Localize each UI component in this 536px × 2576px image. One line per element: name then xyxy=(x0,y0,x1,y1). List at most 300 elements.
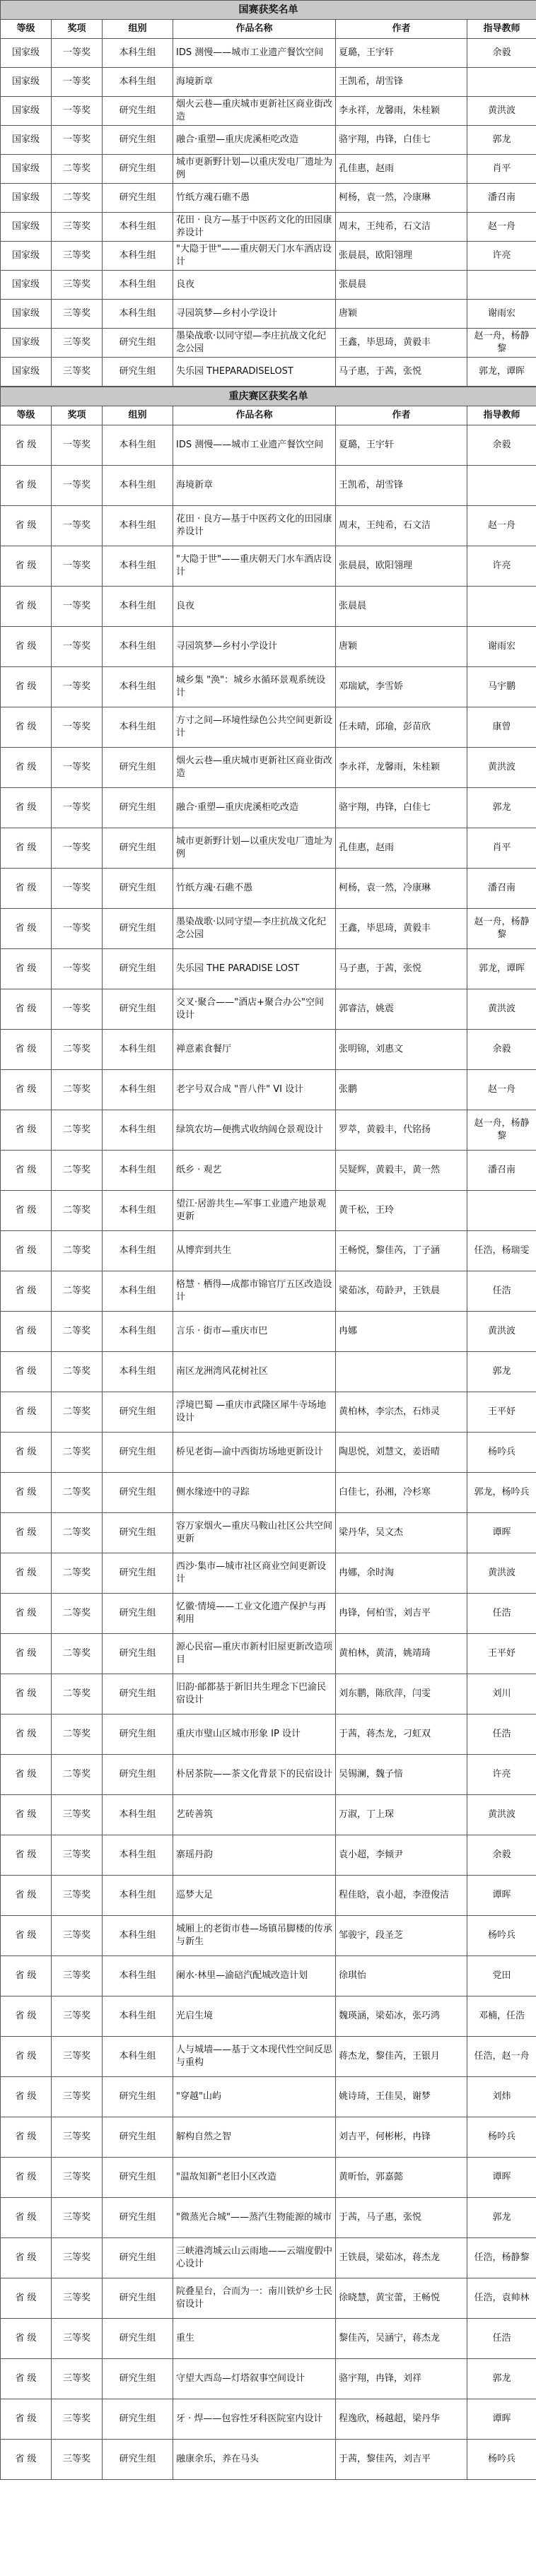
authors-cell: 夏璐，王宇轩 xyxy=(336,39,467,68)
table-row xyxy=(1,466,536,506)
advisor-cell: 王平妤 xyxy=(467,1392,536,1433)
work-title-cell: 院叠星台，合而为一：南川铁炉乡士民宿设计 xyxy=(173,2278,336,2319)
level-cell: 省 级 xyxy=(1,1594,52,1634)
table-row xyxy=(1,2238,536,2278)
award-cell: 二等奖 xyxy=(52,1151,103,1191)
chongqing-title-row xyxy=(1,387,536,406)
column-header: 作者 xyxy=(336,20,467,39)
work-title-cell: 城市更新野计划—以重庆发电厂遗址为例 xyxy=(173,828,336,869)
work-title-cell: 从博弈到共生 xyxy=(173,1231,336,1271)
group-cell: 研究生组 xyxy=(103,828,173,869)
authors-cell: 梁茹冰，苟龄尹，王铁晨 xyxy=(336,1271,467,1312)
work-title-cell: "大隐于世"——重庆朝天门水车酒店设计 xyxy=(173,242,336,271)
authors-cell: 王凯希，胡雪锋 xyxy=(336,68,467,97)
award-cell: 一等奖 xyxy=(52,707,103,748)
group-cell: 研究生组 xyxy=(103,2440,173,2480)
award-cell: 三等奖 xyxy=(52,271,103,300)
group-cell: 本科生组 xyxy=(103,1835,173,1876)
advisor-cell: 谭晖 xyxy=(467,1513,536,1553)
table-row xyxy=(1,1553,536,1594)
authors-cell: 张晨晨 xyxy=(336,587,467,627)
award-cell: 三等奖 xyxy=(52,2278,103,2319)
work-title-cell: 朴居茶院——茶文化背景下的民宿设计 xyxy=(173,1755,336,1795)
authors-cell: 夏璐，王宇轩 xyxy=(336,425,467,466)
level-cell: 国家级 xyxy=(1,68,52,97)
table-row xyxy=(1,39,536,68)
award-cell: 三等奖 xyxy=(52,2117,103,2158)
group-cell: 本科生组 xyxy=(103,1231,173,1271)
work-title-cell: 牙 · 焊——包容性牙科医院室内设计 xyxy=(173,2399,336,2440)
level-cell: 国家级 xyxy=(1,97,52,126)
group-cell: 本科生组 xyxy=(103,271,173,300)
group-cell: 研究生组 xyxy=(103,2198,173,2238)
level-cell: 省 级 xyxy=(1,1876,52,1916)
award-cell: 二等奖 xyxy=(52,1755,103,1795)
work-title-cell: 三峡港湾城云山云雨地——云端度假中心设计 xyxy=(173,2238,336,2278)
table-row xyxy=(1,68,536,97)
table-row xyxy=(1,2278,536,2319)
level-cell: 省 级 xyxy=(1,1392,52,1433)
table-row xyxy=(1,126,536,155)
authors-cell: 张晨晨，欧阳翎理 xyxy=(336,242,467,271)
group-cell: 本科生组 xyxy=(103,1876,173,1916)
work-title-cell: 格慧 · 栖得—成都市锦官厅五区改造设计 xyxy=(173,1271,336,1312)
level-cell: 省 级 xyxy=(1,2399,52,2440)
award-cell: 三等奖 xyxy=(52,2319,103,2359)
advisor-cell: 黄洪波 xyxy=(467,1312,536,1352)
level-cell: 国家级 xyxy=(1,300,52,329)
award-cell: 二等奖 xyxy=(52,1070,103,1110)
group-cell: 本科生组 xyxy=(103,1312,173,1352)
work-title-cell: 交叉·聚合——"酒店+聚合办公"空间设计 xyxy=(173,989,336,1030)
work-title-cell: 解构自然之智 xyxy=(173,2117,336,2158)
award-cell: 二等奖 xyxy=(52,1553,103,1594)
authors-cell: 程佳晗，袁小超，李澄俊洁 xyxy=(336,1876,467,1916)
work-title-cell: 海境新章 xyxy=(173,466,336,506)
authors-cell: 马子惠，于茜，张悦 xyxy=(336,358,467,387)
work-title-cell: "温故知新"老旧小区改造 xyxy=(173,2158,336,2198)
group-cell: 研究生组 xyxy=(103,1715,173,1755)
work-title-cell: 城厢上的老街市巷—场镇吊脚楼的传承与新生 xyxy=(173,1916,336,1956)
work-title-cell: 竹纸方魂·石礁不愚 xyxy=(173,869,336,909)
advisor-cell: 黄洪波 xyxy=(467,748,536,788)
column-header: 组别 xyxy=(103,406,173,425)
table-row xyxy=(1,358,536,387)
authors-cell: 邓瑞斌，李雪娇 xyxy=(336,667,467,707)
authors-cell: 王畅悦，黎佳芮，丁子涵 xyxy=(336,1231,467,1271)
advisor-cell: 黄洪波 xyxy=(467,1795,536,1835)
award-cell: 三等奖 xyxy=(52,2077,103,2117)
work-title-cell: 失乐园 THEPARADISELOST xyxy=(173,358,336,387)
authors-cell: 黄柏林，黄清，姚靖琦 xyxy=(336,1634,467,1674)
work-title-cell: 融康余乐，养在马头 xyxy=(173,2440,336,2480)
work-title-cell: 光启生境 xyxy=(173,1996,336,2037)
group-cell: 研究生组 xyxy=(103,184,173,213)
authors-cell: 黄昕怡，郭嘉懿 xyxy=(336,2158,467,2198)
group-cell: 研究生组 xyxy=(103,1594,173,1634)
advisor-cell: 刘川 xyxy=(467,1674,536,1715)
column-header: 等级 xyxy=(1,20,52,39)
advisor-cell: 许亮 xyxy=(467,242,536,271)
group-cell: 本科生组 xyxy=(103,68,173,97)
authors-cell: 刘东鹏，陈欣萍，闫雯 xyxy=(336,1674,467,1715)
table-row xyxy=(1,2077,536,2117)
column-header: 指导教师 xyxy=(467,406,536,425)
level-cell: 省 级 xyxy=(1,909,52,949)
award-cell: 一等奖 xyxy=(52,546,103,587)
award-cell: 一等奖 xyxy=(52,949,103,989)
group-cell: 本科生组 xyxy=(103,506,173,546)
level-cell: 省 级 xyxy=(1,1715,52,1755)
table-row xyxy=(1,213,536,242)
level-cell: 省 级 xyxy=(1,587,52,627)
table-row xyxy=(1,1674,536,1715)
column-header: 组别 xyxy=(103,20,173,39)
authors-cell: 张鹏 xyxy=(336,1070,467,1110)
authors-cell: 徐晓慧，黄宝蕾，王畅悦 xyxy=(336,2278,467,2319)
group-cell: 本科生组 xyxy=(103,707,173,748)
group-cell: 研究生组 xyxy=(103,2117,173,2158)
table-row xyxy=(1,329,536,358)
group-cell: 研究生组 xyxy=(103,1513,173,1553)
advisor-cell: 赵一舟 xyxy=(467,1070,536,1110)
level-cell: 省 级 xyxy=(1,1956,52,1996)
level-cell: 省 级 xyxy=(1,2117,52,2158)
award-cell: 三等奖 xyxy=(52,1996,103,2037)
group-cell: 本科生组 xyxy=(103,213,173,242)
table-row xyxy=(1,1795,536,1835)
group-cell: 本科生组 xyxy=(103,300,173,329)
advisor-cell: 任浩，赵一舟 xyxy=(467,2037,536,2077)
table-row xyxy=(1,155,536,184)
group-cell: 研究生组 xyxy=(103,2278,173,2319)
advisor-cell xyxy=(467,466,536,506)
table-row xyxy=(1,1191,536,1231)
work-title-cell: 纸乡 · 观艺 xyxy=(173,1151,336,1191)
work-title-cell: 西沙·集市—城市社区商业空间更新设计 xyxy=(173,1553,336,1594)
authors-cell: 邹骏宇，段圣芝 xyxy=(336,1916,467,1956)
group-cell: 研究生组 xyxy=(103,329,173,358)
work-title-cell: 良夜 xyxy=(173,271,336,300)
award-cell: 三等奖 xyxy=(52,2037,103,2077)
authors-cell: 张晨晨，欧阳翎理 xyxy=(336,546,467,587)
authors-cell: 王鑫，毕思琦，黄毅丰 xyxy=(336,329,467,358)
advisor-cell xyxy=(467,271,536,300)
award-cell: 三等奖 xyxy=(52,1835,103,1876)
work-title-cell: 城乡集 "涣"：城乡水循环景观系统设计 xyxy=(173,667,336,707)
work-title-cell: 寨瑶丹韵 xyxy=(173,1835,336,1876)
level-cell: 省 级 xyxy=(1,1110,52,1151)
authors-cell: 周末，王纯希，石文洁 xyxy=(336,213,467,242)
award-cell: 三等奖 xyxy=(52,1956,103,1996)
level-cell: 国家级 xyxy=(1,126,52,155)
advisor-cell: 郭龙 xyxy=(467,2198,536,2238)
award-cell: 二等奖 xyxy=(52,1271,103,1312)
advisor-cell: 潘召南 xyxy=(467,1151,536,1191)
authors-cell: 冉锋，何柏雪，刘吉平 xyxy=(336,1594,467,1634)
work-title-cell: "大隐于世"——重庆朝天门水车酒店设计 xyxy=(173,546,336,587)
national-section-title: 国赛获奖名单 xyxy=(1,1,536,20)
advisor-cell: 刘炜 xyxy=(467,2077,536,2117)
level-cell: 省 级 xyxy=(1,2158,52,2198)
advisor-cell: 任浩 xyxy=(467,1594,536,1634)
table-row xyxy=(1,1594,536,1634)
work-title-cell: 重庆市璧山区城市形象 IP 设计 xyxy=(173,1715,336,1755)
level-cell: 省 级 xyxy=(1,2198,52,2238)
level-cell: 省 级 xyxy=(1,2440,52,2480)
work-title-cell: 良夜 xyxy=(173,587,336,627)
authors-cell: 任未晴，邱瑜，彭苗欣 xyxy=(336,707,467,748)
table-row xyxy=(1,828,536,869)
table-row xyxy=(1,1352,536,1392)
authors-cell: 于茜，黎佳芮，刘吉平 xyxy=(336,2440,467,2480)
work-title-cell: 巡梦大足 xyxy=(173,1876,336,1916)
advisor-cell: 邓楠，任浩 xyxy=(467,1996,536,2037)
table-row xyxy=(1,184,536,213)
work-title-cell: 寻园筑梦—乡村小学设计 xyxy=(173,627,336,667)
award-cell: 三等奖 xyxy=(52,358,103,387)
award-cell: 二等奖 xyxy=(52,1715,103,1755)
work-title-cell: 花田 · 良方—基于中医药文化的田园康养设计 xyxy=(173,506,336,546)
table-row xyxy=(1,1916,536,1956)
work-title-cell: "穿越"山屿 xyxy=(173,2077,336,2117)
work-title-cell: 浮境巴蜀 —重庆市武隆区犀牛寺场地设计 xyxy=(173,1392,336,1433)
advisor-cell: 谢雨宏 xyxy=(467,627,536,667)
level-cell: 省 级 xyxy=(1,748,52,788)
work-title-cell: 禅意素食餐厅 xyxy=(173,1030,336,1070)
award-cell: 一等奖 xyxy=(52,68,103,97)
group-cell: 研究生组 xyxy=(103,949,173,989)
level-cell: 国家级 xyxy=(1,184,52,213)
national-header-row xyxy=(1,20,536,39)
award-cell: 三等奖 xyxy=(52,2399,103,2440)
level-cell: 省 级 xyxy=(1,425,52,466)
advisor-cell: 赵一舟 xyxy=(467,213,536,242)
group-cell: 研究生组 xyxy=(103,1674,173,1715)
award-cell: 三等奖 xyxy=(52,2158,103,2198)
column-header: 作者 xyxy=(336,406,467,425)
level-cell: 省 级 xyxy=(1,2319,52,2359)
advisor-cell: 许亮 xyxy=(467,546,536,587)
table-row xyxy=(1,1755,536,1795)
group-cell: 研究生组 xyxy=(103,126,173,155)
award-cell: 二等奖 xyxy=(52,1634,103,1674)
table-row xyxy=(1,2319,536,2359)
award-cell: 一等奖 xyxy=(52,828,103,869)
column-header: 作品名称 xyxy=(173,20,336,39)
table-row xyxy=(1,869,536,909)
award-cell: 三等奖 xyxy=(52,300,103,329)
level-cell: 省 级 xyxy=(1,989,52,1030)
level-cell: 省 级 xyxy=(1,2278,52,2319)
award-cell: 一等奖 xyxy=(52,466,103,506)
work-title-cell: 南区龙洲湾风花树社区 xyxy=(173,1352,336,1392)
table-row xyxy=(1,300,536,329)
level-cell: 省 级 xyxy=(1,1553,52,1594)
authors-cell: 王凯希，胡雪锋 xyxy=(336,466,467,506)
table-row xyxy=(1,2440,536,2480)
award-cell: 二等奖 xyxy=(52,1674,103,1715)
group-cell: 研究生组 xyxy=(103,869,173,909)
advisor-cell: 赵一舟，杨静黎 xyxy=(467,1110,536,1151)
work-title-cell: "微蒸光合城"——蒸汽生物能源的城市 xyxy=(173,2198,336,2238)
award-cell: 一等奖 xyxy=(52,587,103,627)
group-cell: 本科生组 xyxy=(103,1271,173,1312)
award-cell: 一等奖 xyxy=(52,506,103,546)
table-row xyxy=(1,242,536,271)
work-title-cell: 竹纸方魂石礁不愚 xyxy=(173,184,336,213)
table-row xyxy=(1,1996,536,2037)
column-header: 指导教师 xyxy=(467,20,536,39)
level-cell: 省 级 xyxy=(1,1433,52,1473)
award-cell: 二等奖 xyxy=(52,1352,103,1392)
level-cell: 省 级 xyxy=(1,466,52,506)
advisor-cell: 郭龙 xyxy=(467,126,536,155)
work-title-cell: 源心民宿—重庆市新村旧屋更新改造项目 xyxy=(173,1634,336,1674)
authors-cell: 姚诗琦，王佳昊，谢梦 xyxy=(336,2077,467,2117)
award-cell: 一等奖 xyxy=(52,909,103,949)
advisor-cell: 赵一舟，杨静黎 xyxy=(467,329,536,358)
group-cell: 本科生组 xyxy=(103,1110,173,1151)
advisor-cell: 潘召南 xyxy=(467,184,536,213)
authors-cell: 罗萃，黄毅丰，代铭扬 xyxy=(336,1110,467,1151)
award-cell: 一等奖 xyxy=(52,627,103,667)
work-title-cell: 烟火云巷—重庆城市更新社区商业街改造 xyxy=(173,748,336,788)
level-cell: 省 级 xyxy=(1,1191,52,1231)
authors-cell: 吴疑辉，黄毅丰，黄一然 xyxy=(336,1151,467,1191)
table-row xyxy=(1,1513,536,1553)
column-header: 作品名称 xyxy=(173,406,336,425)
award-cell: 二等奖 xyxy=(52,1312,103,1352)
work-title-cell: 烟火云巷—重庆城市更新社区商业街改造 xyxy=(173,97,336,126)
advisor-cell: 任浩 xyxy=(467,1271,536,1312)
group-cell: 本科生组 xyxy=(103,1070,173,1110)
award-cell: 二等奖 xyxy=(52,1594,103,1634)
table-row xyxy=(1,1392,536,1433)
table-row xyxy=(1,1876,536,1916)
level-cell: 省 级 xyxy=(1,2238,52,2278)
authors-cell: 程逸欣，杨越超，梁丹华 xyxy=(336,2399,467,2440)
level-cell: 省 级 xyxy=(1,949,52,989)
advisor-cell: 任浩 xyxy=(467,2319,536,2359)
award-cell: 一等奖 xyxy=(52,788,103,828)
authors-cell: 刘吉平，何彬彬，冉锋 xyxy=(336,2117,467,2158)
group-cell: 本科生组 xyxy=(103,1956,173,1996)
authors-cell: 唐颖 xyxy=(336,627,467,667)
table-row xyxy=(1,2198,536,2238)
award-cell: 一等奖 xyxy=(52,126,103,155)
level-cell: 省 级 xyxy=(1,2359,52,2399)
group-cell: 本科生组 xyxy=(103,1191,173,1231)
table-row xyxy=(1,506,536,546)
group-cell: 研究生组 xyxy=(103,1392,173,1433)
group-cell: 研究生组 xyxy=(103,1473,173,1513)
award-cell: 一等奖 xyxy=(52,97,103,126)
table-row xyxy=(1,949,536,989)
advisor-cell: 谭晖 xyxy=(467,1876,536,1916)
table-row xyxy=(1,2037,536,2077)
advisor-cell: 余毅 xyxy=(467,425,536,466)
table-row xyxy=(1,1030,536,1070)
authors-cell: 袁小超，李倾尹 xyxy=(336,1835,467,1876)
award-cell: 三等奖 xyxy=(52,2198,103,2238)
group-cell: 研究生组 xyxy=(103,2158,173,2198)
authors-cell: 柯杨，袁一然，冷康琳 xyxy=(336,184,467,213)
level-cell: 国家级 xyxy=(1,358,52,387)
award-cell: 二等奖 xyxy=(52,1110,103,1151)
authors-cell: 张明锦，刘惠文 xyxy=(336,1030,467,1070)
level-cell: 省 级 xyxy=(1,1070,52,1110)
advisor-cell: 任浩，杨瑞雯 xyxy=(467,1231,536,1271)
table-row xyxy=(1,97,536,126)
table-row xyxy=(1,1835,536,1876)
table-row xyxy=(1,2158,536,2198)
advisor-cell: 郭龙，谭晖 xyxy=(467,358,536,387)
group-cell: 研究生组 xyxy=(103,1634,173,1674)
table-row xyxy=(1,1271,536,1312)
authors-cell: 唐颖 xyxy=(336,300,467,329)
work-title-cell: 艺砖善筑 xyxy=(173,1795,336,1835)
advisor-cell: 郭龙 xyxy=(467,788,536,828)
award-cell: 三等奖 xyxy=(52,329,103,358)
table-row xyxy=(1,271,536,300)
advisor-cell: 王平妤 xyxy=(467,1634,536,1674)
national-awards-table xyxy=(0,0,536,387)
group-cell: 研究生组 xyxy=(103,2319,173,2359)
group-cell: 本科生组 xyxy=(103,1795,173,1835)
group-cell: 本科生组 xyxy=(103,1916,173,1956)
authors-cell xyxy=(336,1352,467,1392)
award-cell: 一等奖 xyxy=(52,989,103,1030)
chongqing-awards-table xyxy=(0,387,536,2480)
advisor-cell: 黄洪波 xyxy=(467,989,536,1030)
table-row xyxy=(1,788,536,828)
level-cell: 省 级 xyxy=(1,707,52,748)
advisor-cell: 谢雨宏 xyxy=(467,300,536,329)
authors-cell: 张晨晨 xyxy=(336,271,467,300)
table-row xyxy=(1,1231,536,1271)
level-cell: 省 级 xyxy=(1,1755,52,1795)
award-cell: 二等奖 xyxy=(52,1231,103,1271)
award-cell: 三等奖 xyxy=(52,213,103,242)
work-title-cell: 旧韵·邮都基于新旧共生理念下巴渝民宿设计 xyxy=(173,1674,336,1715)
advisor-cell: 任浩 xyxy=(467,1715,536,1755)
table-row xyxy=(1,748,536,788)
group-cell: 本科生组 xyxy=(103,1996,173,2037)
level-cell: 国家级 xyxy=(1,329,52,358)
authors-cell: 王鑫，毕思琦，黄毅丰 xyxy=(336,909,467,949)
work-title-cell: 失乐园 THE PARADISE LOST xyxy=(173,949,336,989)
level-cell: 省 级 xyxy=(1,1151,52,1191)
level-cell: 省 级 xyxy=(1,546,52,587)
advisor-cell: 赵一舟 xyxy=(467,506,536,546)
advisor-cell: 马宇鹏 xyxy=(467,667,536,707)
group-cell: 研究生组 xyxy=(103,1755,173,1795)
work-title-cell: 忆徽·情境——工业文化遗产保护与再利用 xyxy=(173,1594,336,1634)
advisor-cell: 党田 xyxy=(467,1956,536,1996)
advisor-cell: 黄洪波 xyxy=(467,97,536,126)
award-cell: 二等奖 xyxy=(52,1433,103,1473)
table-row xyxy=(1,1110,536,1151)
advisor-cell: 郭龙，杨吟兵 xyxy=(467,1473,536,1513)
level-cell: 省 级 xyxy=(1,869,52,909)
authors-cell: 骆宇翔，冉锋，白佳七 xyxy=(336,126,467,155)
work-title-cell: IDS 测慢——城市工业遗产餐饮空间 xyxy=(173,39,336,68)
table-row xyxy=(1,2399,536,2440)
advisor-cell: 杨吟兵 xyxy=(467,1916,536,1956)
group-cell: 本科生组 xyxy=(103,546,173,587)
level-cell: 省 级 xyxy=(1,1674,52,1715)
